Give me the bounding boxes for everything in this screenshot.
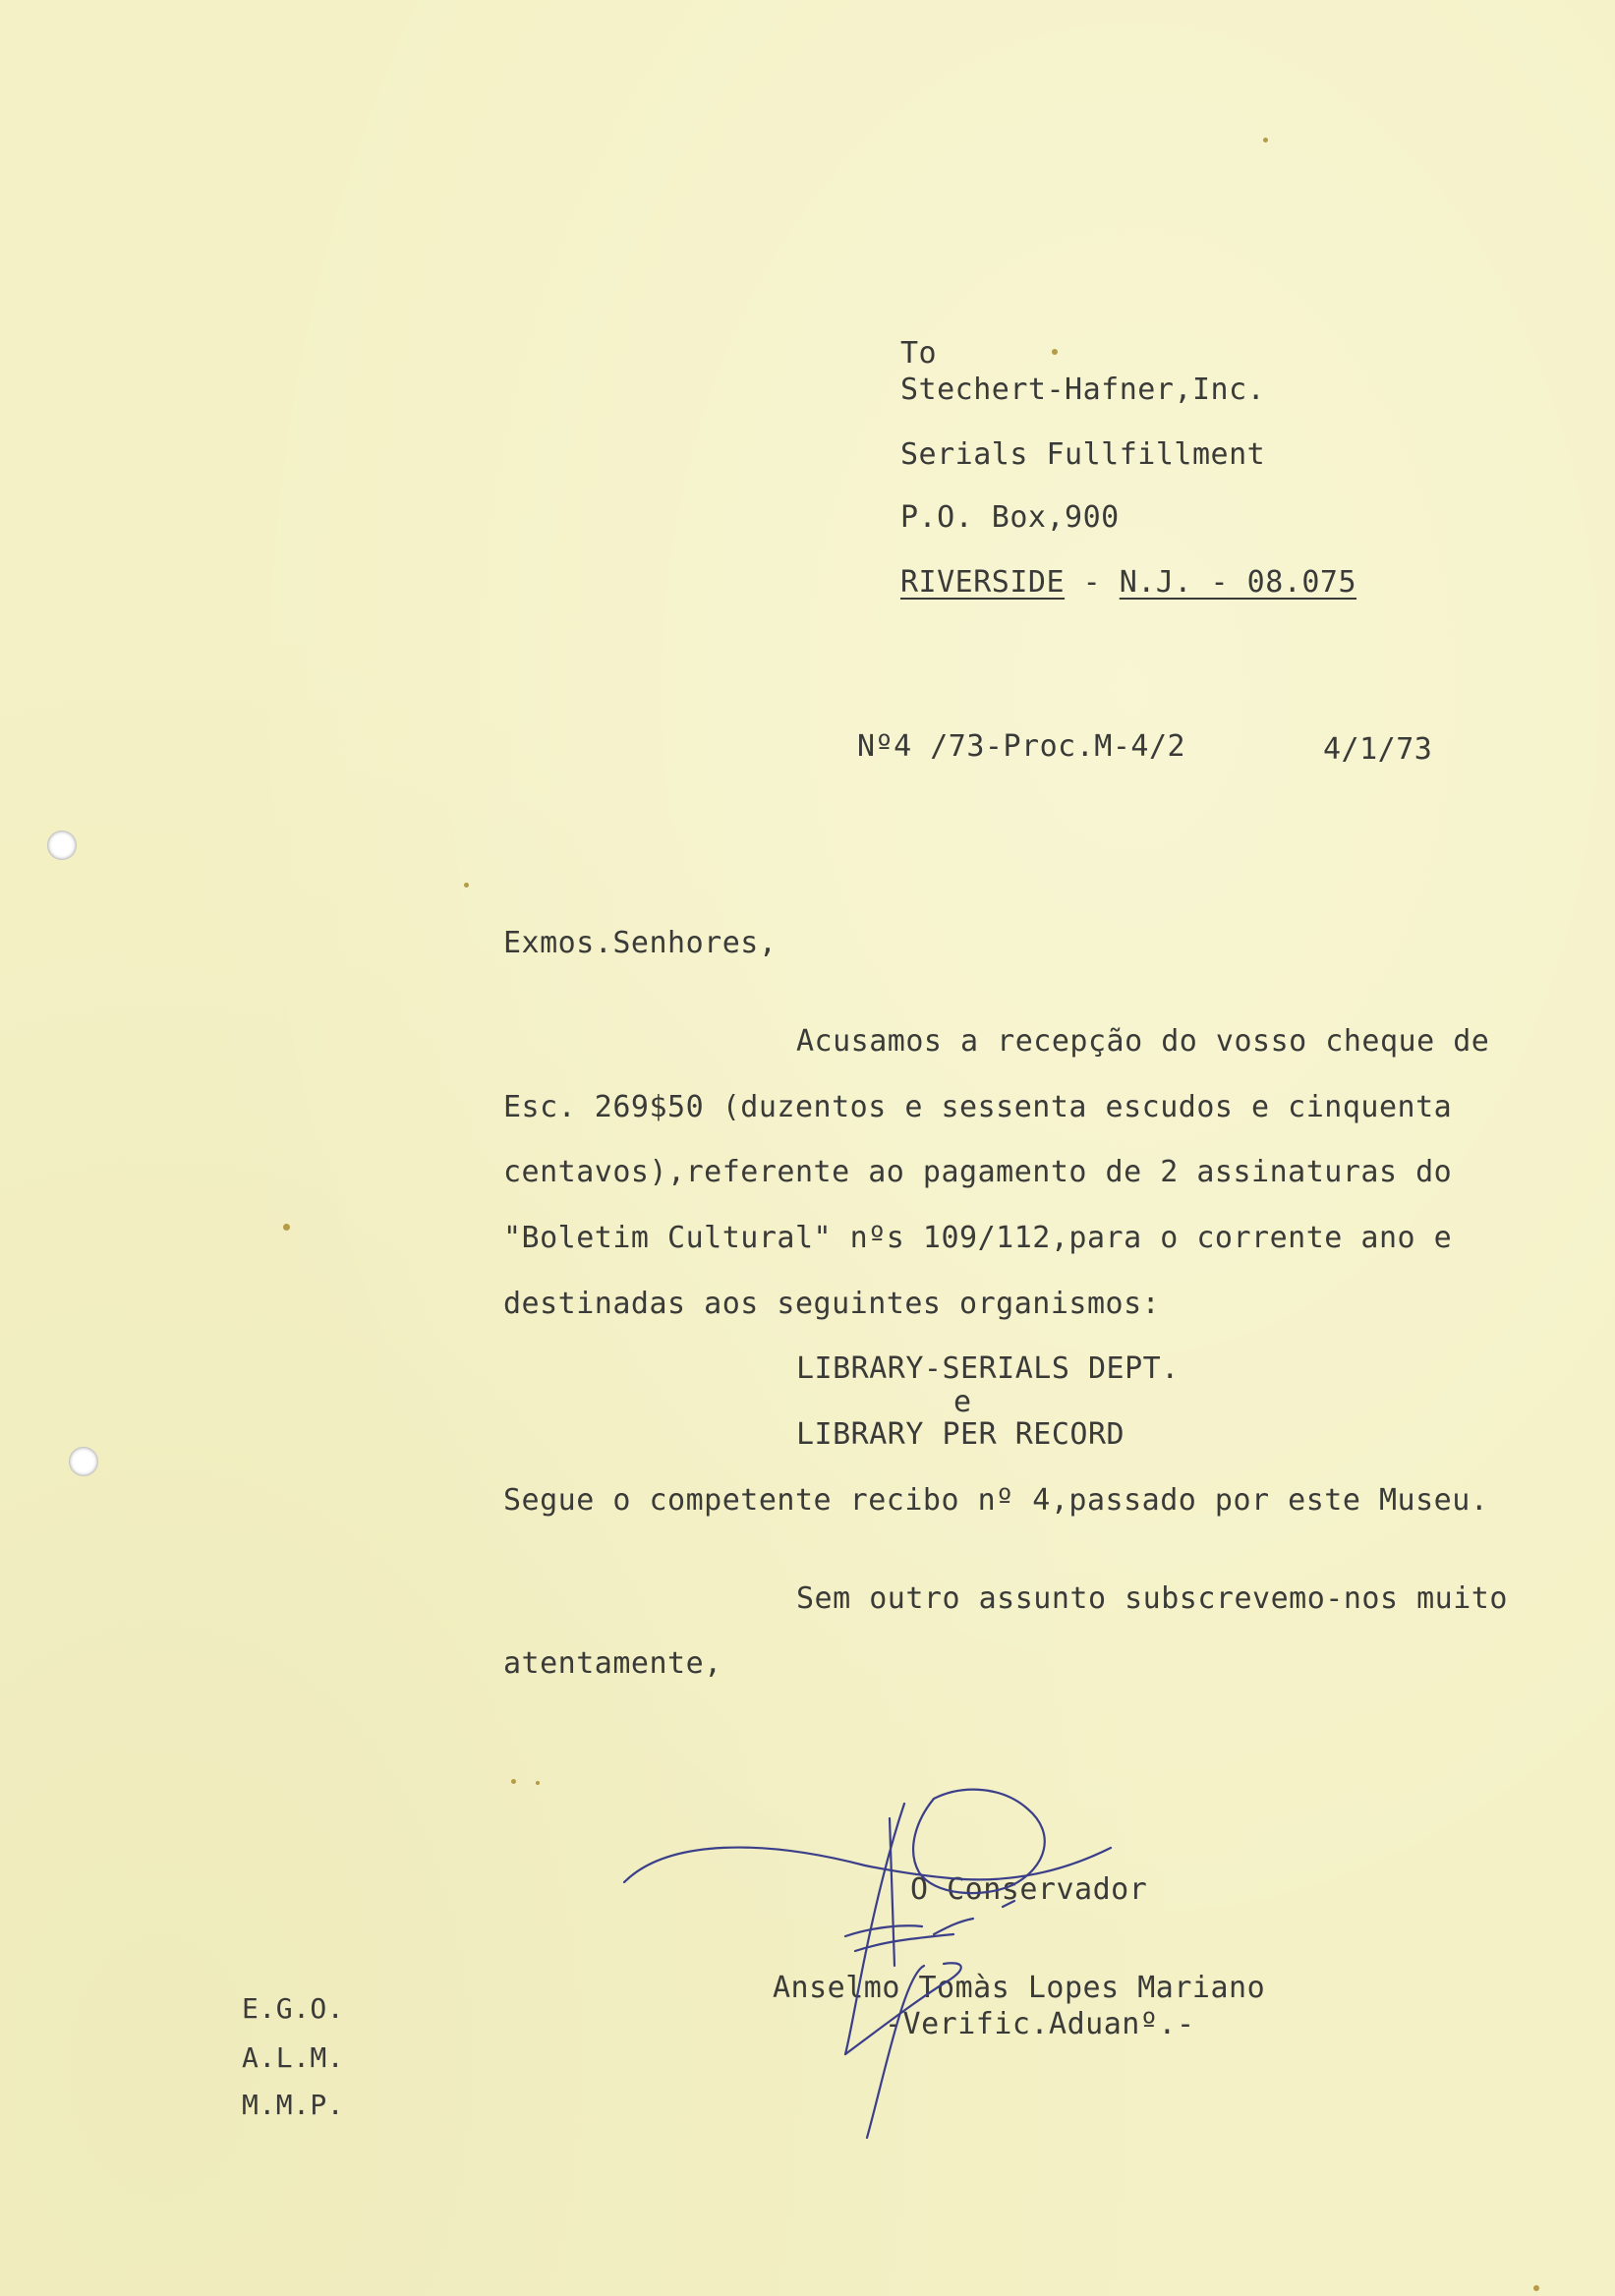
- body-line-2: Esc. 269$50 (duzentos e sessenta escudos e cinquenta: [503, 1090, 1453, 1124]
- reference-date: 4/1/73: [1323, 732, 1433, 767]
- paper-speck: [1533, 2285, 1539, 2291]
- punch-hole-top: [47, 831, 77, 860]
- paper-speck: [536, 1781, 540, 1785]
- signature-title: O Conservador: [910, 1872, 1148, 1907]
- paper-speck: [464, 883, 469, 888]
- body-line-8: atentamente,: [503, 1646, 722, 1681]
- organization-connector: e: [953, 1385, 972, 1419]
- paper-speck: [283, 1224, 290, 1231]
- initials-2: A.L.M.: [242, 2041, 345, 2074]
- address-city-line: [900, 565, 1357, 600]
- organization-2: LIBRARY PER RECORD: [796, 1417, 1125, 1452]
- address-city: RIVERSIDE: [900, 565, 1066, 600]
- address-state: N.J. - 08.075: [1119, 565, 1357, 600]
- address-department: Serials Fullfillment: [900, 437, 1266, 472]
- body-line-1: Acusamos a recepção do vosso cheque de: [796, 1024, 1490, 1059]
- signature-role: -Verific.Aduanº.-: [885, 2007, 1195, 2041]
- paper-speck: [511, 1779, 516, 1784]
- organization-1: LIBRARY-SERIALS DEPT.: [796, 1351, 1180, 1386]
- salutation: Exmos.Senhores,: [503, 926, 778, 960]
- address-separator: -: [1065, 565, 1120, 600]
- body-line-3: centavos),referente ao pagamento de 2 assinaturas do: [503, 1155, 1453, 1189]
- initials-1: E.G.O.: [242, 1992, 345, 2025]
- body-line-4: "Boletim Cultural" nºs 109/112,para o corrente ano e: [503, 1221, 1453, 1255]
- address-to: To: [900, 336, 938, 371]
- body-line-6: Segue o competente recibo nº 4,passado por este Museu.: [503, 1483, 1489, 1518]
- initials-3: M.M.P.: [242, 2089, 345, 2121]
- address-company: Stechert-Hafner,Inc.: [900, 373, 1266, 407]
- paper-speck: [1263, 138, 1268, 143]
- paper-speck: [1052, 349, 1058, 355]
- body-line-5: destinadas aos seguintes organismos:: [503, 1287, 1161, 1321]
- address-box: P.O. Box,900: [900, 500, 1120, 535]
- punch-hole-bottom: [69, 1447, 98, 1476]
- signature-name: Anselmo Tomàs Lopes Mariano: [773, 1971, 1266, 2005]
- reference-number: Nº4 /73-Proc.M-4/2: [857, 729, 1186, 764]
- body-line-7: Sem outro assunto subscrevemo-nos muito: [796, 1581, 1508, 1616]
- handwritten-signature: [609, 1779, 1219, 2143]
